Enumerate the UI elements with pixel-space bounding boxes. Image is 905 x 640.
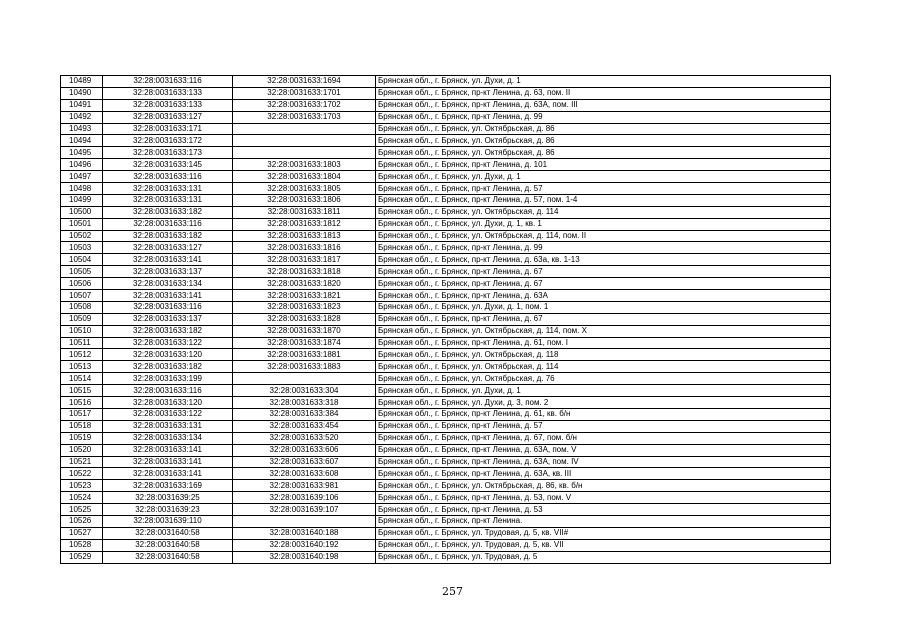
table-row	[61, 278, 831, 290]
table-row	[61, 290, 831, 302]
row-number-cell: 10503	[61, 242, 103, 254]
object-number-cell: 32:28:0031633:1823	[233, 301, 376, 313]
address-cell: Брянская обл., г. Брянск, пр-кт Ленина, д. 63А, пом. IV	[376, 456, 831, 468]
row-number-cell: 10518	[61, 420, 103, 432]
address-cell: Брянская обл., г. Брянск, пр-кт Ленина, д. 67, пом. б/н	[376, 432, 831, 444]
parcel-number-cell: 32:28:0031633:137	[103, 313, 233, 325]
address-cell: Брянская обл., г. Брянск, пр-кт Ленина, д. 101	[376, 159, 831, 171]
object-number-cell: 32:28:0031633:384	[233, 408, 376, 420]
address-cell: Брянская обл., г. Брянск, ул. Октябрьская, д. 114, пом. II	[376, 230, 831, 242]
object-number-cell: 32:28:0031633:1881	[233, 349, 376, 361]
table-row	[61, 111, 831, 123]
object-number-cell: 32:28:0031633:1811	[233, 206, 376, 218]
address-cell: Брянская обл., г. Брянск, пр-кт Ленина, д. 99	[376, 111, 831, 123]
row-number-cell: 10489	[61, 76, 103, 88]
row-number-cell: 10514	[61, 373, 103, 385]
parcel-number-cell: 32:28:0031640:58	[103, 527, 233, 539]
address-cell: Брянская обл., г. Брянск, пр-кт Ленина, д. 61, пом. I	[376, 337, 831, 349]
parcel-number-cell: 32:28:0031633:134	[103, 432, 233, 444]
row-number-cell: 10529	[61, 551, 103, 563]
table-row	[61, 504, 831, 516]
table-row	[61, 349, 831, 361]
object-number-cell: 32:28:0031633:1821	[233, 290, 376, 302]
address-cell: Брянская обл., г. Брянск, пр-кт Ленина, д. 61, кв. б/н	[376, 408, 831, 420]
address-cell: Брянская обл., г. Брянск, пр-кт Ленина, д. 53, пом. V	[376, 492, 831, 504]
address-cell: Брянская обл., г. Брянск, пр-кт Ленина, д. 57	[376, 183, 831, 195]
parcel-number-cell: 32:28:0031633:141	[103, 468, 233, 480]
row-number-cell: 10512	[61, 349, 103, 361]
page-number: 257	[442, 585, 463, 598]
parcel-number-cell: 32:28:0031633:116	[103, 76, 233, 88]
object-number-cell: 32:28:0031633:1883	[233, 361, 376, 373]
parcel-number-cell: 32:28:0031633:171	[103, 123, 233, 135]
table-row	[61, 361, 831, 373]
address-cell: Брянская обл., г. Брянск, пр-кт Ленина.	[376, 515, 831, 527]
row-number-cell: 10508	[61, 301, 103, 313]
address-cell: Брянская обл., г. Брянск, пр-кт Ленина, д. 57, пом. 1-4	[376, 194, 831, 206]
address-cell: Брянская обл., г. Брянск, ул. Трудовая, д. 5	[376, 551, 831, 563]
parcel-number-cell: 32:28:0031633:182	[103, 325, 233, 337]
object-number-cell	[233, 123, 376, 135]
address-cell: Брянская обл., г. Брянск, ул. Трудовая, д. 5, кв. VII	[376, 539, 831, 551]
table-row	[61, 551, 831, 563]
row-number-cell: 10528	[61, 539, 103, 551]
table-row	[61, 515, 831, 527]
row-number-cell: 10491	[61, 99, 103, 111]
object-number-cell: 32:28:0031633:1803	[233, 159, 376, 171]
table-row	[61, 183, 831, 195]
table-row	[61, 432, 831, 444]
parcel-number-cell: 32:28:0031633:133	[103, 99, 233, 111]
parcel-number-cell: 32:28:0031633:145	[103, 159, 233, 171]
row-number-cell: 10513	[61, 361, 103, 373]
parcel-number-cell: 32:28:0031633:127	[103, 111, 233, 123]
address-cell: Брянская обл., г. Брянск, ул. Октябрьская, д. 114, пом. X	[376, 325, 831, 337]
address-cell: Брянская обл., г. Брянск, пр-кт Ленина, д. 63, пом. II	[376, 87, 831, 99]
object-number-cell: 32:28:0031633:981	[233, 480, 376, 492]
table-row	[61, 456, 831, 468]
table-row	[61, 135, 831, 147]
table-row	[61, 313, 831, 325]
address-cell: Брянская обл., г. Брянск, ул. Октябрьская, д. 86	[376, 147, 831, 159]
object-number-cell	[233, 515, 376, 527]
row-number-cell: 10516	[61, 397, 103, 409]
parcel-number-cell: 32:28:0031633:173	[103, 147, 233, 159]
object-number-cell: 32:28:0031633:1806	[233, 194, 376, 206]
object-number-cell	[233, 373, 376, 385]
row-number-cell: 10521	[61, 456, 103, 468]
address-cell: Брянская обл., г. Брянск, пр-кт Ленина, д. 63а, кв. 1-13	[376, 254, 831, 266]
object-number-cell: 32:28:0031639:106	[233, 492, 376, 504]
parcel-number-cell: 32:28:0031633:182	[103, 361, 233, 373]
row-number-cell: 10496	[61, 159, 103, 171]
address-cell: Брянская обл., г. Брянск, ул. Октябрьская, д. 86, кв. б/н	[376, 480, 831, 492]
row-number-cell: 10495	[61, 147, 103, 159]
object-number-cell: 32:28:0031633:304	[233, 385, 376, 397]
object-number-cell: 32:28:0031633:1701	[233, 87, 376, 99]
parcel-number-cell: 32:28:0031633:122	[103, 408, 233, 420]
row-number-cell: 10515	[61, 385, 103, 397]
table-row	[61, 397, 831, 409]
parcel-number-cell: 32:28:0031639:110	[103, 515, 233, 527]
table-row	[61, 492, 831, 504]
parcel-number-cell: 32:28:0031633:137	[103, 266, 233, 278]
row-number-cell: 10509	[61, 313, 103, 325]
parcel-number-cell: 32:28:0031633:172	[103, 135, 233, 147]
object-number-cell: 32:28:0031633:1805	[233, 183, 376, 195]
object-number-cell	[233, 135, 376, 147]
row-number-cell: 10527	[61, 527, 103, 539]
parcel-number-cell: 32:28:0031633:131	[103, 183, 233, 195]
parcel-number-cell: 32:28:0031633:116	[103, 218, 233, 230]
parcel-number-cell: 32:28:0031633:116	[103, 171, 233, 183]
address-cell: Брянская обл., г. Брянск, ул. Октябрьская, д. 118	[376, 349, 831, 361]
object-number-cell: 32:28:0031640:188	[233, 527, 376, 539]
object-number-cell	[233, 147, 376, 159]
parcel-number-cell: 32:28:0031633:133	[103, 87, 233, 99]
parcel-number-cell: 32:28:0031633:122	[103, 337, 233, 349]
address-cell: Брянская обл., г. Брянск, ул. Духи, д. 1	[376, 76, 831, 88]
object-number-cell: 32:28:0031640:198	[233, 551, 376, 563]
table-row	[61, 444, 831, 456]
table-row	[61, 206, 831, 218]
row-number-cell: 10522	[61, 468, 103, 480]
table-row	[61, 527, 831, 539]
address-cell: Брянская обл., г. Брянск, пр-кт Ленина, д. 99	[376, 242, 831, 254]
address-cell: Брянская обл., г. Брянск, ул. Духи, д. 1, кв. 1	[376, 218, 831, 230]
parcel-number-cell: 32:28:0031633:120	[103, 349, 233, 361]
row-number-cell: 10526	[61, 515, 103, 527]
object-number-cell: 32:28:0031633:1813	[233, 230, 376, 242]
parcel-number-cell: 32:28:0031633:131	[103, 194, 233, 206]
row-number-cell: 10492	[61, 111, 103, 123]
object-number-cell: 32:28:0031633:1818	[233, 266, 376, 278]
row-number-cell: 10520	[61, 444, 103, 456]
table-row	[61, 159, 831, 171]
table-row	[61, 254, 831, 266]
parcel-number-cell: 32:28:0031633:182	[103, 206, 233, 218]
address-cell: Брянская обл., г. Брянск, ул. Духи, д. 3, пом. 2	[376, 397, 831, 409]
parcel-number-cell: 32:28:0031633:116	[103, 301, 233, 313]
row-number-cell: 10505	[61, 266, 103, 278]
object-number-cell: 32:28:0031639:107	[233, 504, 376, 516]
address-cell: Брянская обл., г. Брянск, ул. Октябрьская, д. 86	[376, 123, 831, 135]
table-row	[61, 480, 831, 492]
parcel-number-cell: 32:28:0031633:120	[103, 397, 233, 409]
table-row	[61, 266, 831, 278]
row-number-cell: 10504	[61, 254, 103, 266]
row-number-cell: 10493	[61, 123, 103, 135]
object-number-cell: 32:28:0031633:1703	[233, 111, 376, 123]
table-row	[61, 301, 831, 313]
table-row	[61, 373, 831, 385]
registry-table-body	[61, 76, 831, 564]
object-number-cell: 32:28:0031633:1812	[233, 218, 376, 230]
table-row	[61, 171, 831, 183]
object-number-cell: 32:28:0031633:454	[233, 420, 376, 432]
address-cell: Брянская обл., г. Брянск, пр-кт Ленина, д. 57	[376, 420, 831, 432]
parcel-number-cell: 32:28:0031640:58	[103, 539, 233, 551]
address-cell: Брянская обл., г. Брянск, ул. Трудовая, д. 5, кв. VII#	[376, 527, 831, 539]
object-number-cell: 32:28:0031640:192	[233, 539, 376, 551]
row-number-cell: 10490	[61, 87, 103, 99]
address-cell: Брянская обл., г. Брянск, ул. Октябрьская, д. 114	[376, 206, 831, 218]
row-number-cell: 10524	[61, 492, 103, 504]
row-number-cell: 10502	[61, 230, 103, 242]
object-number-cell: 32:28:0031633:1820	[233, 278, 376, 290]
row-number-cell: 10506	[61, 278, 103, 290]
parcel-number-cell: 32:28:0031639:23	[103, 504, 233, 516]
row-number-cell: 10510	[61, 325, 103, 337]
address-cell: Брянская обл., г. Брянск, пр-кт Ленина, д. 63А	[376, 290, 831, 302]
table-row	[61, 408, 831, 420]
object-number-cell: 32:28:0031633:520	[233, 432, 376, 444]
row-number-cell: 10501	[61, 218, 103, 230]
object-number-cell: 32:28:0031633:1870	[233, 325, 376, 337]
table-row	[61, 420, 831, 432]
row-number-cell: 10511	[61, 337, 103, 349]
parcel-number-cell: 32:28:0031633:169	[103, 480, 233, 492]
address-cell: Брянская обл., г. Брянск, ул. Духи, д. 1	[376, 385, 831, 397]
row-number-cell: 10507	[61, 290, 103, 302]
object-number-cell: 32:28:0031633:1874	[233, 337, 376, 349]
parcel-number-cell: 32:28:0031633:127	[103, 242, 233, 254]
table-row	[61, 468, 831, 480]
address-cell: Брянская обл., г. Брянск, пр-кт Ленина, д. 63А, кв. III	[376, 468, 831, 480]
object-number-cell: 32:28:0031633:606	[233, 444, 376, 456]
row-number-cell: 10519	[61, 432, 103, 444]
table-row	[61, 194, 831, 206]
object-number-cell: 32:28:0031633:1816	[233, 242, 376, 254]
object-number-cell: 32:28:0031633:1828	[233, 313, 376, 325]
address-cell: Брянская обл., г. Брянск, пр-кт Ленина, д. 63А, пом. V	[376, 444, 831, 456]
address-cell: Брянская обл., г. Брянск, пр-кт Ленина, д. 67	[376, 313, 831, 325]
table-row	[61, 147, 831, 159]
parcel-number-cell: 32:28:0031633:134	[103, 278, 233, 290]
object-number-cell: 32:28:0031633:1817	[233, 254, 376, 266]
object-number-cell: 32:28:0031633:1702	[233, 99, 376, 111]
row-number-cell: 10523	[61, 480, 103, 492]
object-number-cell: 32:28:0031633:318	[233, 397, 376, 409]
row-number-cell: 10525	[61, 504, 103, 516]
object-number-cell: 32:28:0031633:1694	[233, 76, 376, 88]
parcel-number-cell: 32:28:0031633:131	[103, 420, 233, 432]
row-number-cell: 10517	[61, 408, 103, 420]
table-row	[61, 123, 831, 135]
row-number-cell: 10497	[61, 171, 103, 183]
object-number-cell: 32:28:0031633:1804	[233, 171, 376, 183]
table-row	[61, 99, 831, 111]
parcel-number-cell: 32:28:0031633:141	[103, 290, 233, 302]
address-cell: Брянская обл., г. Брянск, ул. Октябрьская, д. 76	[376, 373, 831, 385]
object-number-cell: 32:28:0031633:608	[233, 468, 376, 480]
table-row	[61, 325, 831, 337]
table-row	[61, 242, 831, 254]
registry-table	[60, 75, 831, 564]
table-row	[61, 337, 831, 349]
table-row	[61, 385, 831, 397]
table-row	[61, 87, 831, 99]
address-cell: Брянская обл., г. Брянск, пр-кт Ленина, д. 67	[376, 278, 831, 290]
row-number-cell: 10500	[61, 206, 103, 218]
address-cell: Брянская обл., г. Брянск, пр-кт Ленина, д. 63А, пом. III	[376, 99, 831, 111]
address-cell: Брянская обл., г. Брянск, ул. Духи, д. 1	[376, 171, 831, 183]
address-cell: Брянская обл., г. Брянск, ул. Духи, д. 1, пом. 1	[376, 301, 831, 313]
object-number-cell: 32:28:0031633:607	[233, 456, 376, 468]
parcel-number-cell: 32:28:0031633:141	[103, 444, 233, 456]
parcel-number-cell: 32:28:0031633:199	[103, 373, 233, 385]
row-number-cell: 10494	[61, 135, 103, 147]
address-cell: Брянская обл., г. Брянск, пр-кт Ленина, д. 67	[376, 266, 831, 278]
parcel-number-cell: 32:28:0031633:116	[103, 385, 233, 397]
address-cell: Брянская обл., г. Брянск, ул. Октябрьская, д. 86	[376, 135, 831, 147]
row-number-cell: 10498	[61, 183, 103, 195]
table-row	[61, 76, 831, 88]
table-row	[61, 539, 831, 551]
address-cell: Брянская обл., г. Брянск, пр-кт Ленина, д. 53	[376, 504, 831, 516]
parcel-number-cell: 32:28:0031633:141	[103, 254, 233, 266]
parcel-number-cell: 32:28:0031633:141	[103, 456, 233, 468]
parcel-number-cell: 32:28:0031633:182	[103, 230, 233, 242]
address-cell: Брянская обл., г. Брянск, ул. Октябрьская, д. 114	[376, 361, 831, 373]
table-row	[61, 230, 831, 242]
row-number-cell: 10499	[61, 194, 103, 206]
parcel-number-cell: 32:28:0031639:25	[103, 492, 233, 504]
table-row	[61, 218, 831, 230]
parcel-number-cell: 32:28:0031640:58	[103, 551, 233, 563]
